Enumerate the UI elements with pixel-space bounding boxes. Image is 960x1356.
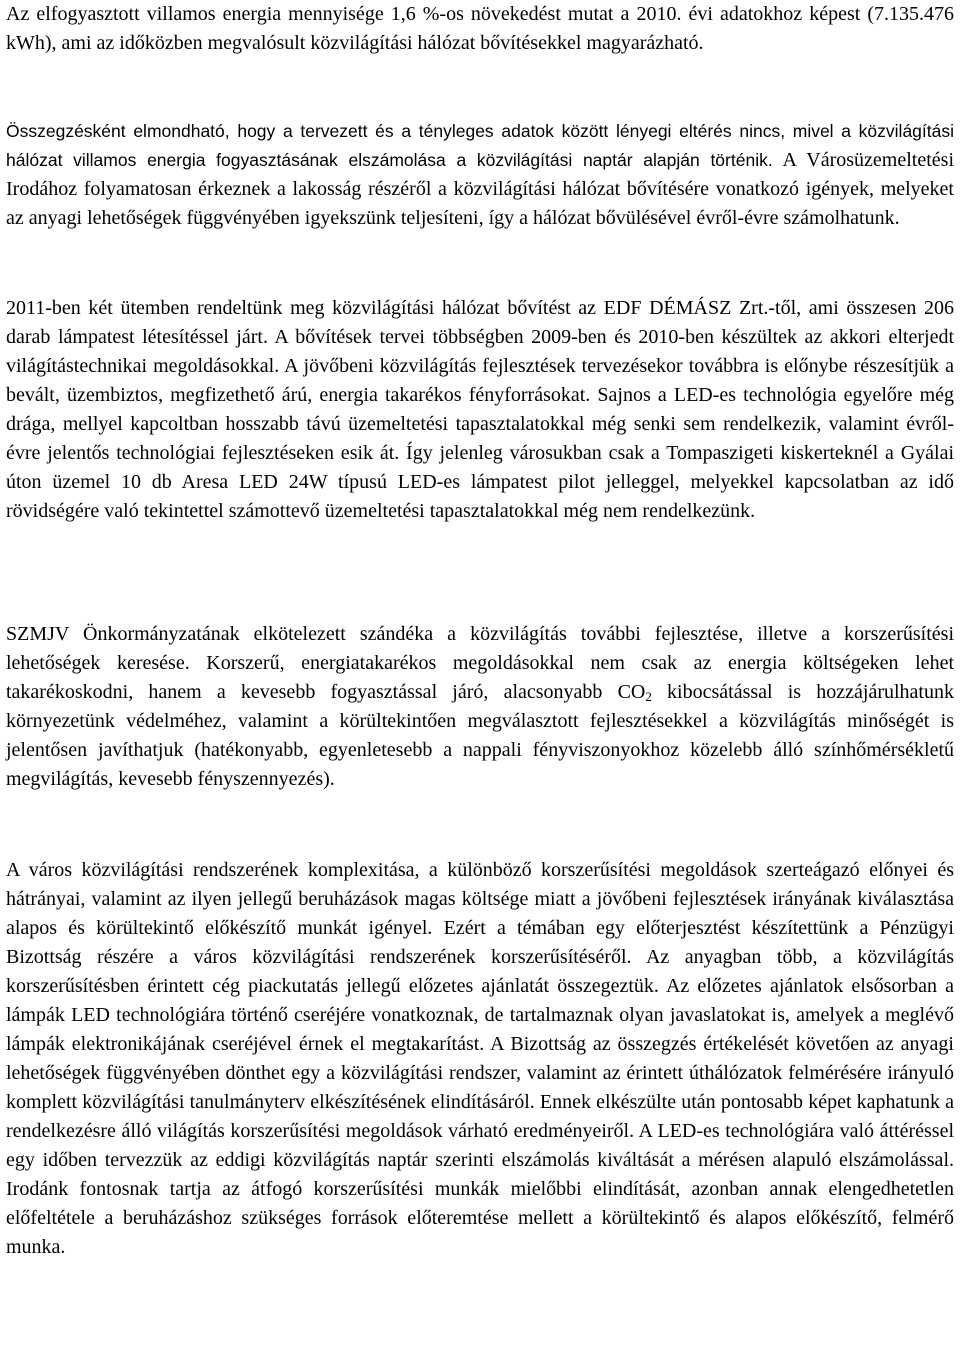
paragraph-text: 2011-ben két ütemben rendeltünk meg közvilágítási hálózat bővítést az EDF DÉMÁSZ Zrt.-től, ami összesen 206 darab lámpatest létesítéssel járt. A bővítések tervei többségben 2009-ben és 2010-ben készültek az akkori elterjedt világítástechnikai megoldásokkal. A jövőbeni közvilágítás fejlesztések tervezésekor továbbra is előnybe részesítjük a bevált, üzembiztos, megfizethető árú, energia takarékos fényforrásokat. Sajnos a LED-es technológia egyelőre még drága, mellyel kapcoltban hosszabb távú üzemeltetési tapasztalatokkal még senki sem rendelkezik, valamint évről-évre jelentős technológiai fejlesztéseken esik át. Így jelenleg városukban csak a Tompaszigeti kiskerteknél a Gyálai úton üzemel 10 db Aresa LED 24W típusú LED-es lámpatest pilot jelleggel, melyekkel kapcsolatban az idő rövidségére való tekintettel számottevő üzemeltetési tapasztalatokkal még nem rendelkezünk.: [6, 297, 954, 522]
paragraph-development-goals: [6, 620, 954, 794]
paragraph-text-sans: Összegzésként elmondható, hogy a tervezett és a tényleges adatok között lényegi eltérés nincs, mivel a közvilágítási hálózat villamos energia fogyasztásának elszámolása a közvilágítási naptár alapján történik.: [6, 121, 954, 170]
paragraph-text: kibocsátással is hozzájárulhatunk környezetünk védelméhez, valamint a körültekintően megválasztott fejlesztésekkel a közvilágítás minőségét is jelentősen javíthatjuk (hatékonyabb, egyenletesebb a nappali fényviszonyokhoz közelebb álló színhőmérsékletű megvilágítás, kevesebb fényszennyezés).: [6, 681, 954, 790]
paragraph-text: SZMJV Önkormányzatának elkötelezett szándéka a közvilágítás további fejlesztése, illetve a korszerűsítési lehetőségek keresése. Korszerű, energiatakarékos megoldásokkal nem csak az energia költségeken lehet takarékoskodni, hanem a kevesebb fogyasztással járó, alacsonyabb CO: [6, 623, 954, 703]
paragraph-text: A Városüzemeltetési Irodához folyamatosan érkeznek a lakosság részéről a közvilágítási hálózat bővítésére vonatkozó igények, melyeket az anyagi lehetőségek függvényében igyekszünk teljesíteni, így a hálózat bővülésével évről-évre számolhatunk.: [6, 149, 955, 229]
paragraph-network-expansion: [6, 294, 954, 526]
paragraph-summary: [6, 117, 954, 233]
paragraph-text: A város közvilágítási rendszerének komplexitása, a különböző korszerűsítési megoldások szerteágazó előnyei és hátrányai, valamint az ilyen jellegű beruházások magas költsége miatt a jövőbeni fejlesztések irányának kiválasztása alapos és körültekintő előkészítő munkát igényel. Ezért a témában egy előterjesztést készítettünk a Pénzügyi Bizottság részére a város közvilágítási rendszerének korszerűsítéséről. Az anyagban több, a közvilágítás korszerűsítésben érintett cég piackutatás jellegű előzetes ajánlatát összegeztük. Az előzetes ajánlatok elsősorban a lámpák LED technológiára történő cseréjére vonatkoznak, de tartalmaznak olyan javaslatokat is, amelyek a meglévő lámpák elektronikájának cseréjével érnek el megtakarítást. A Bizottság az összegzés értékelését követően az anyagi lehetőségek függvényében dönthet egy a közvilágítási rendszer, valamint az érintett úthálózatok felmérésére irányuló komplett közvilágítási tanulmányterv elkészítésének elindításáról. Ennek elkészülte után pontosabb képet kaphatunk a rendelkezésre álló világítás korszerűsítési megoldások várható eredményeiről. A LED-es technológiára való áttéréssel egy időben tervezzük az eddigi közvilágítás naptár szerinti elszámolás kiváltását a mérésen alapuló elszámolással. Irodánk fontosnak tartja az átfogó korszerűsítési munkák mielőbbi elindítását, azonban annak elengedhetetlen előfeltétele a beruházáshoz szükséges források előteremtése mellett a körültekintő és alapos előkészítő, felmérő munka.: [6, 859, 954, 1258]
paragraph-energy-consumption: [6, 0, 954, 58]
co2-subscript: 2: [645, 689, 652, 704]
paragraph-modernization-plan: [6, 856, 954, 1262]
paragraph-text: Az elfogyasztott villamos energia mennyisége 1,6 %-os növekedést mutat a 2010. évi adatokhoz képest (7.135.476 kWh), ami az időközben megvalósult közvilágítási hálózat bővítésekkel magyarázható.: [6, 3, 954, 54]
